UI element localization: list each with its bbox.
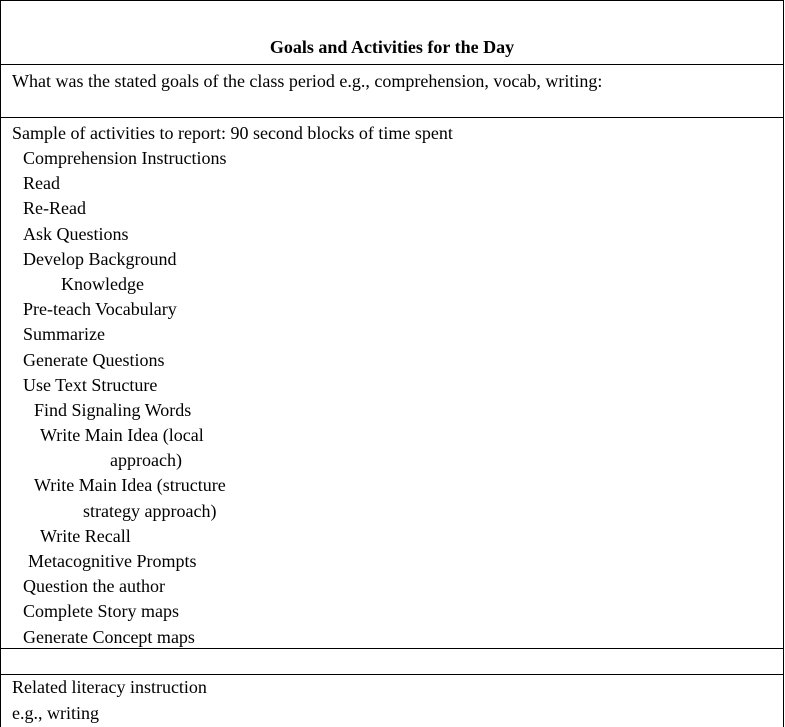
activity-pre-teach-vocabulary: Pre-teach Vocabulary: [23, 299, 177, 320]
activity-develop-background-cont: Knowledge: [61, 273, 144, 294]
related-literacy-label: Related literacy instruction: [12, 677, 207, 697]
form-title: Goals and Activities for the Day: [269, 37, 515, 57]
goals-row: [0, 64, 784, 118]
activities-header: Sample of activities to report: 90 second blocks of time spent: [12, 123, 453, 143]
activity-comprehension-instructions: Comprehension Instructions: [23, 148, 227, 168]
activity-write-main-idea-local-cont: approach): [110, 450, 182, 471]
activity-find-signaling-words: Find Signaling Words: [34, 399, 192, 420]
activity-read: Read: [23, 173, 60, 194]
activity-ask-questions: Ask Questions: [23, 223, 129, 244]
activity-re-read: Re-Read: [23, 198, 86, 219]
activities-row: [0, 117, 784, 649]
activity-use-text-structure: Use Text Structure: [23, 374, 158, 395]
activity-generate-concept-maps: Generate Concept maps: [23, 626, 195, 647]
activity-write-main-idea-structure-cont: strategy approach): [83, 500, 217, 521]
activity-write-main-idea-local: Write Main Idea (local: [40, 425, 204, 446]
activity-write-main-idea-structure: Write Main Idea (structure: [34, 475, 226, 496]
empty-row: [0, 648, 784, 675]
activity-summarize: Summarize: [23, 324, 105, 345]
activity-metacognitive-prompts: Metacognitive Prompts: [28, 551, 197, 571]
related-literacy-row: [0, 674, 784, 727]
activity-generate-questions: Generate Questions: [23, 349, 165, 370]
title-row: [0, 0, 784, 65]
goals-prompt: What was the stated goals of the class period e.g., comprehension, vocab, writing:: [12, 71, 603, 91]
related-literacy-example: e.g., writing: [12, 703, 99, 723]
activity-write-recall: Write Recall: [40, 525, 131, 546]
activity-develop-background: Develop Background: [23, 248, 177, 269]
activity-question-the-author: Question the author: [23, 576, 165, 597]
activity-complete-story-maps: Complete Story maps: [23, 601, 179, 622]
